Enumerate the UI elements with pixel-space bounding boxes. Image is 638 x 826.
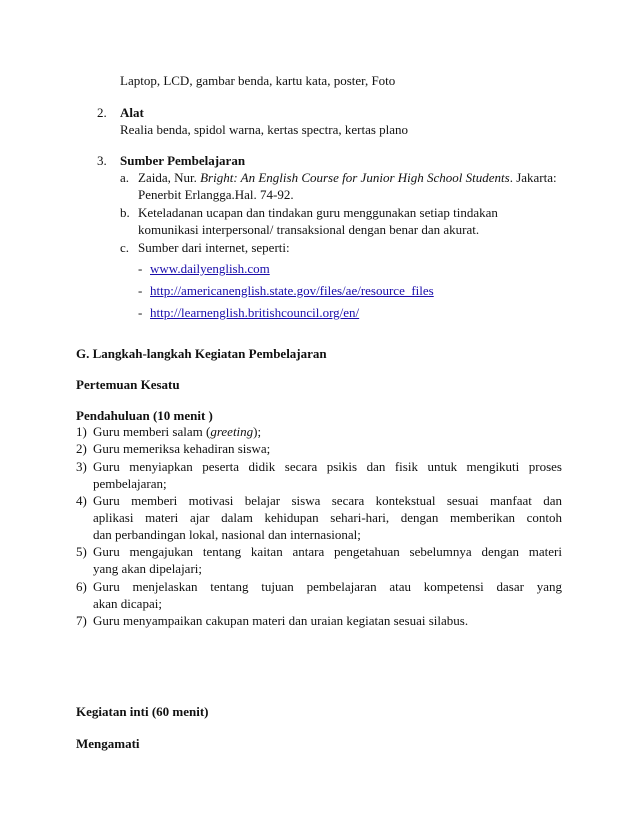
source-book-title: Bright: An English Course for Junior High School Students xyxy=(200,170,510,185)
step-3-line1: Guru menyiapkan peserta didik secara psikis dan fisik untuk mengikuti proses xyxy=(93,459,562,474)
list-number: 3. xyxy=(97,153,107,168)
step-number: 4) xyxy=(76,493,87,508)
link-dailyenglish[interactable]: www.dailyenglish.com xyxy=(150,261,270,276)
step-1-text: Guru memberi salam ( xyxy=(93,424,211,439)
link-dash: - xyxy=(138,261,143,276)
step-4-line3: dan perbandingan lokal, nasional dan internasional; xyxy=(93,527,361,542)
alat-heading: Alat xyxy=(120,105,144,120)
step-number: 5) xyxy=(76,544,87,559)
step-number: 6) xyxy=(76,579,87,594)
sumber-heading: Sumber Pembelajaran xyxy=(120,153,246,168)
link-dash: - xyxy=(138,283,143,298)
step-1-end: ); xyxy=(253,424,262,439)
step-number: 2) xyxy=(76,441,87,456)
link-dash: - xyxy=(138,305,143,320)
alat-text: Realia benda, spidol warna, kertas spectra, kertas plano xyxy=(120,122,409,137)
source-item-b-line2: komunikasi interpersonal/ transaksional dengan benar dan akurat. xyxy=(138,222,480,237)
source-author: Zaida, Nur. xyxy=(138,170,201,185)
source-item-a xyxy=(138,169,557,187)
link-americanenglish[interactable]: http://americanenglish.state.gov/files/ae/resource_files xyxy=(150,283,434,298)
step-6-line1: Guru menjelaskan tentang tujuan pembelajaran atau kompetensi dasar yang xyxy=(93,579,562,594)
source-item-c: Sumber dari internet, seperti: xyxy=(138,240,290,255)
observe-heading: Mengamati xyxy=(76,736,140,751)
step-number: 3) xyxy=(76,459,87,474)
media-line: Laptop, LCD, gambar benda, kartu kata, poster, Foto xyxy=(120,73,396,88)
intro-heading: Pendahuluan (10 menit ) xyxy=(76,408,213,423)
step-1-italic: greeting xyxy=(210,424,254,439)
step-5-line2: yang akan dipelajari; xyxy=(93,561,203,576)
step-4-line2: aplikasi materi ajar dalam kehidupan sehari-hari, dengan memberikan contoh xyxy=(93,510,562,525)
step-7: Guru menyampaikan cakupan materi dan uraian kegiatan sesuai silabus. xyxy=(93,613,469,628)
list-marker: c. xyxy=(120,240,130,255)
section-g-heading: G. Langkah-langkah Kegiatan Pembelajaran xyxy=(76,346,327,361)
step-3-line2: pembelajaran; xyxy=(93,476,167,491)
list-marker: a. xyxy=(120,170,130,185)
source-city: . Jakarta: xyxy=(509,170,557,185)
list-number: 2. xyxy=(97,105,107,120)
step-2: Guru memeriksa kehadiran siswa; xyxy=(93,441,271,456)
meeting-heading: Pertemuan Kesatu xyxy=(76,377,180,392)
step-number: 7) xyxy=(76,613,87,628)
source-item-a-cont: Penerbit Erlangga.Hal. 74-92. xyxy=(138,187,294,202)
link-britishcouncil[interactable]: http://learnenglish.britishcouncil.org/en/ xyxy=(150,305,360,320)
list-marker: b. xyxy=(120,205,130,220)
step-number: 1) xyxy=(76,424,87,439)
step-1 xyxy=(93,423,261,441)
source-item-b-line1: Keteladanan ucapan dan tindakan guru menggunakan setiap tindakan xyxy=(138,205,498,220)
core-activity-heading: Kegiatan inti (60 menit) xyxy=(76,704,209,719)
step-5-line1: Guru mengajukan tentang kaitan antara pengetahuan sebelumnya dengan materi xyxy=(93,544,562,559)
step-6-line2: akan dicapai; xyxy=(93,596,162,611)
step-4-line1: Guru memberi motivasi belajar siswa secara kontekstual sesuai manfaat dan xyxy=(93,493,562,508)
